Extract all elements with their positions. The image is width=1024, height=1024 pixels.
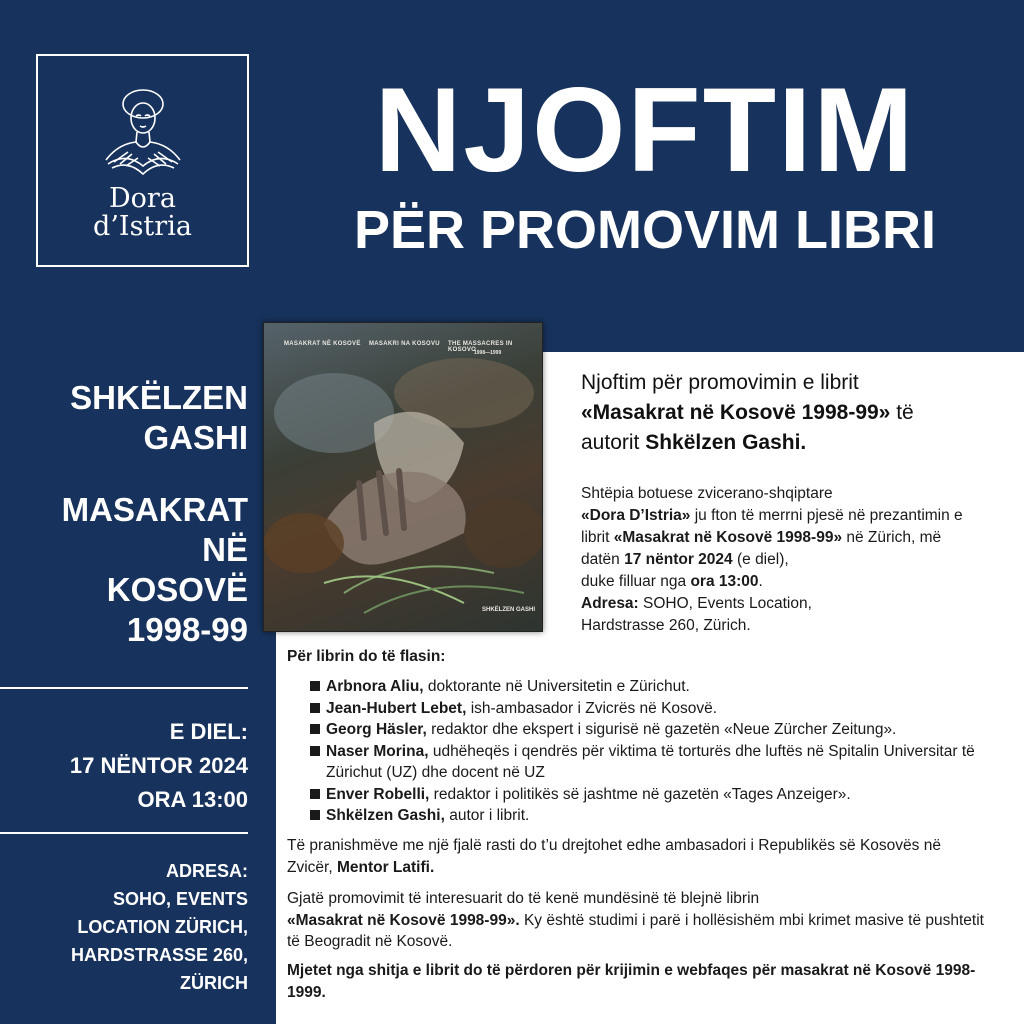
book-cover-photo — [264, 323, 543, 632]
book-cover — [263, 322, 543, 632]
sidebar-author — [8, 378, 248, 458]
book-title-en: THE MASSACRES IN KOSOVO — [448, 341, 513, 353]
detail-text: ju fton të merrni pjesë në prezantimin e — [690, 507, 963, 524]
book-title: «Masakrat në Kosovë 1998-99» — [613, 529, 843, 546]
speaker-name: Arbnora Aliu, — [326, 678, 424, 695]
speaker-desc: autor i librit. — [444, 807, 530, 824]
detail-text: datën — [581, 551, 625, 568]
sidebar-date — [8, 715, 248, 817]
speaker-desc: doktorante në Universitetin e Zürichut. — [423, 678, 690, 695]
book-years: 1998—1999 — [474, 350, 502, 356]
list-item — [310, 784, 1010, 806]
intro-author: Shkëlzen Gashi. — [645, 431, 807, 454]
speaker-name: Jean-Hubert Lebet, — [326, 699, 467, 717]
purchase-note — [287, 888, 987, 953]
intro-part: Njoftim për promovimin e librit — [581, 371, 859, 394]
date-line: E DIEL: — [169, 719, 248, 744]
publisher-name: «Dora D’Istria» — [581, 507, 691, 524]
publisher-logo — [36, 54, 249, 267]
speaker-name: Naser Morina, — [326, 742, 429, 760]
detail-text: SOHO, Events Location, — [638, 595, 812, 612]
detail-text: librit — [581, 529, 614, 546]
date-line: ORA 13:00 — [137, 787, 248, 812]
speaker-desc: ish-ambasador i Zvicrës në Kosovë. — [466, 699, 718, 717]
speaker-name: Enver Robelli, — [326, 785, 430, 803]
detail-text: Hardstrasse 260, Zürich. — [581, 617, 751, 634]
event-date: 17 nëntor 2024 — [624, 551, 733, 568]
speaker-desc: udhëheqës i qendrës për viktima të torturës dhe luftës në Spitalin Universitar të Zürichut (UZ) dhe docent në UZ — [326, 742, 975, 781]
event-time: ora 13:00 — [690, 573, 759, 590]
title-line: NË — [202, 531, 248, 568]
proceeds-note: Mjetet nga shitja e librit do të përdoren për krijimin e webfaqes për masakrat në Kosovë 1998-1999. — [287, 962, 976, 1001]
detail-text: Shtëpia botuese zvicerano-shqiptare — [581, 485, 833, 502]
speaker-name: Georg Häsler, — [326, 721, 427, 738]
page-title: NJOFTIM — [374, 63, 916, 197]
invitation-details — [581, 483, 1001, 637]
date-line: 17 NËNTOR 2024 — [69, 753, 248, 778]
detail-text: (e diel), — [732, 551, 789, 568]
closing-text: Gjatë promovimit të interesuarit do të kenë mundësinë të blejnë librin — [287, 890, 760, 907]
speaker-desc: redaktor i politikës së jashtme në gazetën «Tages Anzeiger». — [429, 785, 851, 803]
closing-text: Ky është studimi i parë i hollësishëm mbi krimet masive të pushtetit të Beogradit në Kosovë. — [287, 911, 984, 950]
list-item — [310, 719, 1010, 741]
detail-text: . — [758, 573, 763, 590]
ambassador-note — [287, 835, 987, 878]
address-line: LOCATION ZÜRICH, — [77, 917, 248, 937]
author-line: SHKËLZEN — [70, 379, 248, 416]
title-line: KOSOVË — [106, 571, 248, 608]
ambassador-name: Mentor Latifi. — [336, 858, 435, 876]
address-line: SOHO, EVENTS — [112, 889, 248, 909]
divider — [0, 832, 248, 834]
sidebar-address — [8, 857, 248, 997]
logo-text-line1: Dora — [109, 183, 176, 214]
sidebar-book-title — [8, 490, 248, 650]
author-line: GASHI — [143, 419, 248, 456]
closing-text: Të pranishmëve me një fjalë rasti do t’u drejtohet edhe ambasadori i Republikës së Kosovës në Zvicër, — [287, 837, 941, 876]
intro-book-title: «Masakrat në Kosovë 1998-99» — [581, 401, 891, 424]
address-line: HARDSTRASSE 260, — [70, 945, 248, 965]
logo-text-line2: d’Istria — [93, 211, 192, 242]
address-line: ZÜRICH — [180, 973, 248, 993]
divider — [0, 687, 248, 689]
list-item — [310, 805, 1010, 827]
page-subtitle: PËR PROMOVIM LIBRI — [353, 200, 937, 260]
address-label: Adresa: — [581, 595, 639, 612]
intro-part: të — [890, 401, 914, 424]
speakers-list — [310, 676, 1010, 827]
address-line: ADRESA: — [165, 861, 248, 881]
book-title-sr: MASAKRI NA KOSOVU — [369, 341, 440, 347]
title-line: 1998-99 — [126, 611, 248, 648]
speakers-heading: Për librin do të flasin: — [287, 648, 446, 665]
list-item — [310, 698, 1010, 720]
book-title-sq: MASAKRAT NË KOSOVË — [284, 341, 361, 347]
title-line: MASAKRAT — [61, 491, 248, 528]
intro-part: autorit — [581, 431, 646, 454]
book-author: SHKËLZEN GASHI — [482, 607, 536, 613]
book-title: «Masakrat në Kosovë 1998-99». — [287, 911, 520, 929]
detail-text: duke filluar nga — [581, 573, 691, 590]
speaker-desc: redaktor dhe ekspert i sigurisë në gazetën «Neue Zürcher Zeitung». — [426, 721, 897, 738]
woman-portrait-icon — [98, 82, 188, 182]
list-item — [310, 741, 1010, 784]
intro-text — [581, 368, 1001, 458]
speaker-name: Shkëlzen Gashi, — [326, 807, 445, 824]
list-item — [310, 676, 1010, 698]
detail-text: në Zürich, më — [842, 529, 942, 546]
